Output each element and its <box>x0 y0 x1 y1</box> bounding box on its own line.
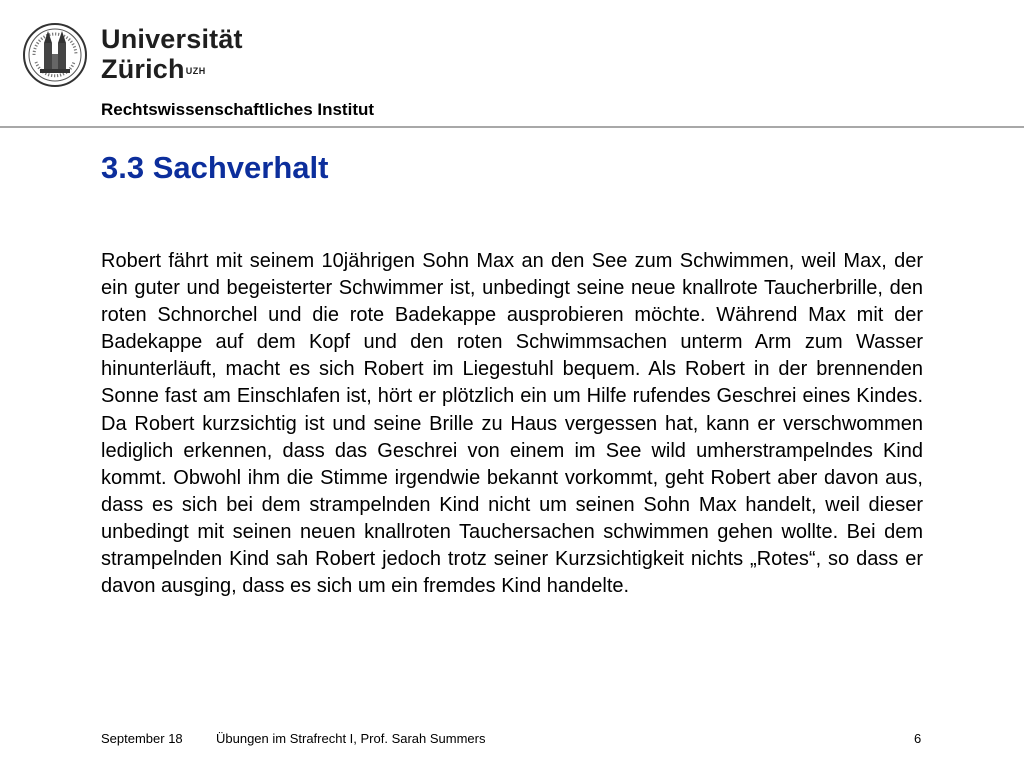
university-name <box>101 24 243 84</box>
university-seal-icon <box>22 18 88 92</box>
university-name-line2 <box>101 54 243 84</box>
university-name-line1: Universität <box>101 24 243 54</box>
university-city: Zürich <box>101 54 185 84</box>
institute-name: Rechtswissenschaftliches Institut <box>101 100 375 119</box>
header-divider <box>0 126 1024 128</box>
slide-body-text: Robert fährt mit seinem 10jährigen Sohn Max an den See zum Schwimmen, weil Max, der ein guter und begeisterter Schwimmer ist, unbedingt seine neue knallrote Taucherbrille, den roten Schnorchel und die rote Badekappe ausprobieren möchte. Während Max mit der Badekappe auf dem Kopf und den roten Schwimmsachen unterm Arm zum Wasser hinunterläuft, macht es sich Robert im Liegestuhl bequem. Als Robert in der brennenden Sonne fast am Einschlafen ist, hört er plötzlich ein um Hilfe rufendes Geschrei eines Kindes. Da Robert kurzsichtig ist und seine Brille zu Haus vergessen hat, kann er verschwommen lediglich erkennen, dass das Geschrei von einem im See wild umherstrampelndes Kind kommt. Obwohl ihm die Stimme irgendwie bekannt vorkommt, geht Robert aber davon aus, dass es sich bei dem strampelnden Kind nicht um seinen Sohn Max handelt, weil dieser unbedingt mit seinen neuen knallroten Tauchersachen schwimmen gehen wollte. Bei dem strampelnden Kind sah Robert jedoch trotz seiner Kurzsichtigkeit nichts „Rotes“, so dass er davon ausging, dass es sich um ein fremdes Kind handelte. <box>101 250 923 598</box>
footer-date: September 18 <box>101 731 183 746</box>
university-abbreviation: UZH <box>185 66 206 76</box>
footer-course-title: Übungen im Strafrecht I, Prof. Sarah Summers <box>216 731 486 746</box>
slide-title: 3.3 Sachverhalt <box>101 150 329 185</box>
footer-page-number: 6 <box>914 731 922 746</box>
